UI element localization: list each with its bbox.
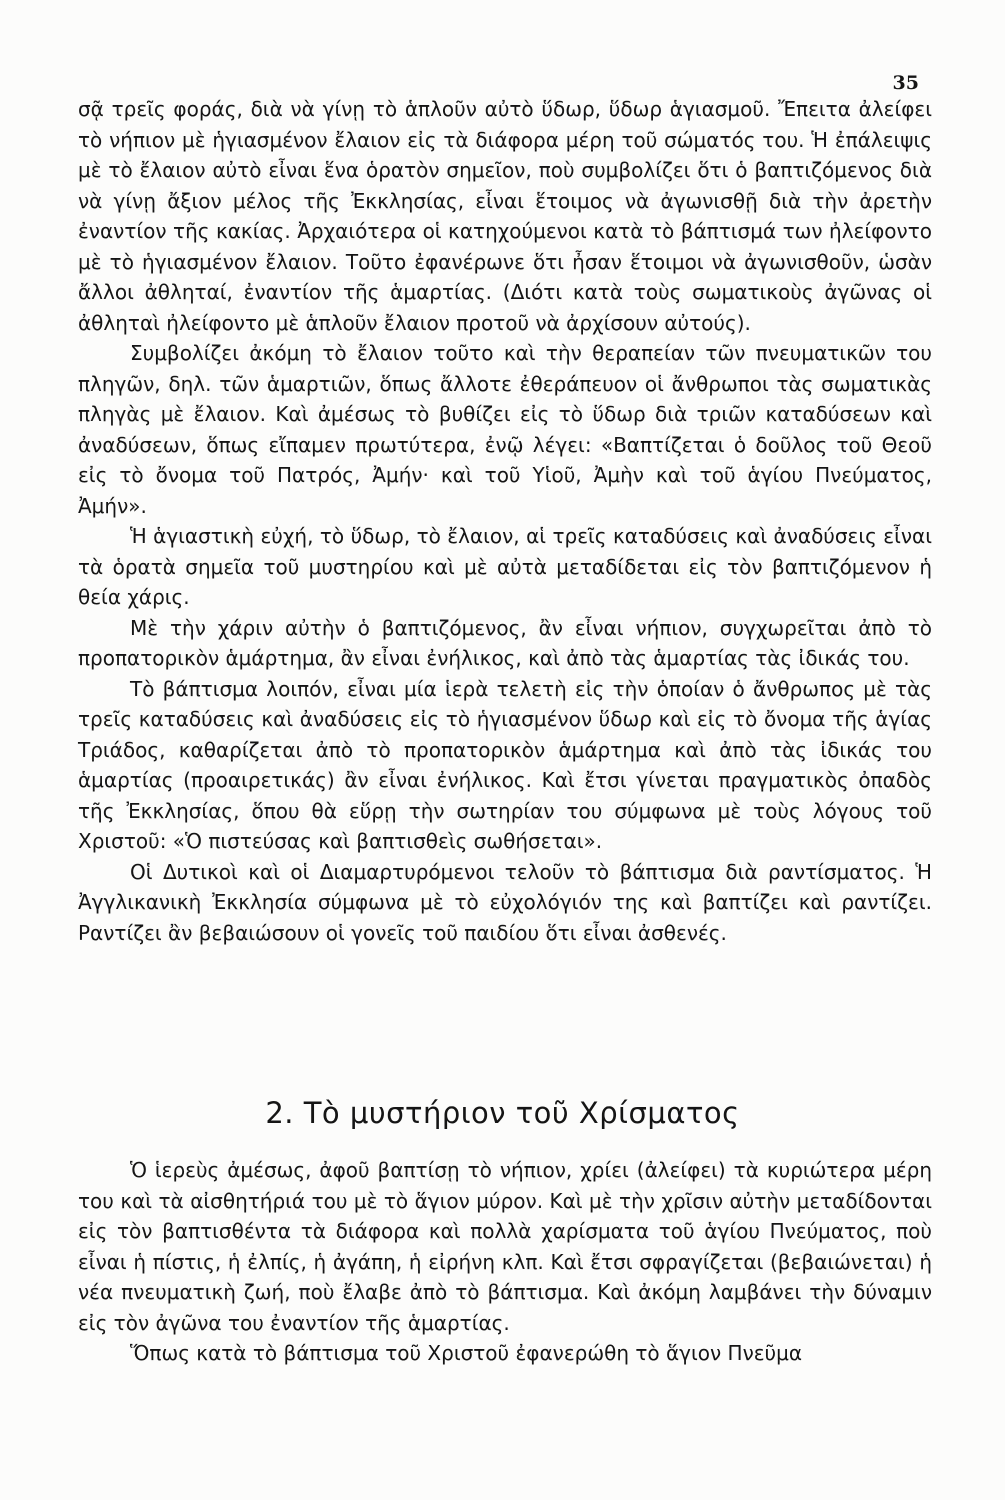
paragraph: σᾷ τρεῖς φοράς, διὰ νὰ γίνῃ τὸ ἁπλοῦν αὐτὸ ὕδωρ, ὕδωρ ἁγιασμοῦ. Ἔπειτα ἀλείφει τὸ νήπιον μὲ ἡγιασμένον ἔλαιον εἰς τὰ διάφορα μέρη τοῦ σώματός του. Ἡ ἐπάλειψις μὲ τὸ ἔλαιον αὐτὸ εἶναι ἕνα ὁρατὸν σημεῖον, ποὺ συμβολίζει ὅτι ὁ βαπτιζόμενος διὰ νὰ γίνῃ ἄξιον μέλος τῆς Ἐκκλησίας, εἶναι ἕτοιμος νὰ ἀγωνισθῇ διὰ τὴν ἀρετὴν ἐναντίον τῆς κακίας. Ἀρχαιότερα οἱ κατηχούμενοι κατὰ τὸ βάπτισμά των ἠλείφοντο μὲ τὸ ἡγιασμένον ἔλαιον. Τοῦτο ἐφανέρωνε ὅτι ἦσαν ἕτοιμοι νὰ ἀγωνισθοῦν, ὡσὰν ἄλλοι ἀθληταί, ἐναντίον τῆς ἁμαρτίας. (Διότι κατὰ τοὺς σωματικοὺς ἀγῶνας οἱ ἀθληταὶ ἠλείφοντο μὲ ἁπλοῦν ἔλαιον προτοῦ νὰ ἀρχίσουν αὐτούς). [78, 97, 932, 335]
paragraph: Ἡ ἁγιαστικὴ εὐχή, τὸ ὕδωρ, τὸ ἔλαιον, αἱ τρεῖς καταδύσεις καὶ ἀναδύσεις εἶναι τὰ ὁρατὰ σημεῖα τοῦ μυστηρίου καὶ μὲ αὐτὰ μεταδίδεται εἰς τὸν βαπτιζόμενον ἡ θεία χάρις. [78, 524, 932, 609]
body-text [78, 94, 932, 948]
paragraph: Μὲ τὴν χάριν αὐτὴν ὁ βαπτιζόμενος, ἂν εἶναι νήπιον, συγχωρεῖται ἀπὸ τὸ προπατορικὸν ἁμάρτημα, ἂν εἶναι ἐνήλικος, καὶ ἀπὸ τὰς ἁμαρτίας τὰς ἰδικάς του. [78, 615, 932, 670]
paragraph: Συμβολίζει ἀκόμη τὸ ἔλαιον τοῦτο καὶ τὴν θεραπείαν τῶν πνευματικῶν του πληγῶν, δηλ. τῶν ἁμαρτιῶν, ὅπως ἄλλοτε ἐθεράπευον οἱ ἄνθρωποι τὰς σωματικὰς πληγὰς μὲ ἔλαιον. Καὶ ἀμέσως τὸ βυθίζει εἰς τὸ ὕδωρ διὰ τριῶν καταδύσεων καὶ ἀναδύσεων, ὅπως εἴπαμεν πρωτύτερα, ἐνῷ λέγει: «Βαπτίζεται ὁ δοῦλος τοῦ Θεοῦ εἰς τὸ ὄνομα τοῦ Πατρός, Ἀμήν· καὶ τοῦ Υἱοῦ, Ἀμὴν καὶ τοῦ ἁγίου Πνεύματος, Ἀμήν». [78, 341, 932, 518]
paragraph: Οἱ Δυτικοὶ καὶ οἱ Διαμαρτυρόμενοι τελοῦν τὸ βάπτισμα διὰ ραντίσματος. Ἡ Ἀγγλικανικὴ Ἐκκλησία σύμφωνα μὲ τὸ εὐχολόγιόν της καὶ βαπτίζει καὶ ραντίζει. Ραντίζει ἂν βεβαιώσουν οἱ γονεῖς τοῦ παιδίου ὅτι εἶναι ἀσθενές. [78, 859, 932, 945]
paragraph: Ὅπως κατὰ τὸ βάπτισμα τοῦ Χριστοῦ ἐφανερώθη τὸ ἅγιον Πνεῦμα [130, 1341, 803, 1365]
paragraph: Τὸ βάπτισμα λοιπόν, εἶναι μία ἱερὰ τελετὴ εἰς τὴν ὁποίαν ὁ ἄνθρωπος μὲ τὰς τρεῖς καταδύσεις καὶ ἀναδύσεις εἰς τὸ ἡγιασμένον ὕδωρ καὶ εἰς τὸ ὄνομα τῆς ἁγίας Τριάδος, καθαρίζεται ἀπὸ τὸ προπατορικὸν ἁμάρτημα καὶ ἀπὸ τὰς ἰδικάς του ἁμαρτίας (προαιρετικάς) ἂν εἶναι ἐνήλικος. Καὶ ἔτσι γίνεται πραγματικὸς ὀπαδὸς τῆς Ἐκκλησίας, ὅπου θὰ εὕρῃ τὴν σωτηρίαν του σύμφωνα μὲ τοὺς λόγους τοῦ Χριστοῦ: «Ὁ πιστεύσας καὶ βαπτισθεὶς σωθήσεται». [78, 676, 932, 853]
page-number: 35 [892, 72, 919, 94]
paragraph: Ὁ ἱερεὺς ἀμέσως, ἀφοῦ βαπτίσῃ τὸ νήπιον, χρίει (ἀλείφει) τὰ κυριώτερα μέρη του καὶ τὰ αἰσθητήριά του μὲ τὸ ἅγιον μύρον. Καὶ μὲ τὴν χρῖσιν αὐτὴν μεταδίδονται εἰς τὸν βαπτισθέντα τὰ διάφορα καὶ πολλὰ χαρίσματα τοῦ ἁγίου Πνεύματος, ποὺ εἶναι ἡ πίστις, ἡ ἐλπίς, ἡ ἀγάπη, ἡ εἰρήνη κλπ. Καὶ ἔτσι σφραγίζεται (βεβαιώνεται) ἡ νέα πνευματικὴ ζωή, ποὺ ἔλαβε ἀπὸ τὸ βάπτισμα. Καὶ ἀκόμη λαμβάνει τὴν δύναμιν εἰς τὸν ἀγῶνα του ἐναντίον τῆς ἁμαρτίας. [78, 1158, 932, 1335]
section-heading: 2. Τὸ μυστήριον τοῦ Χρίσματος [265, 1096, 740, 1130]
section-text [78, 1155, 932, 1369]
